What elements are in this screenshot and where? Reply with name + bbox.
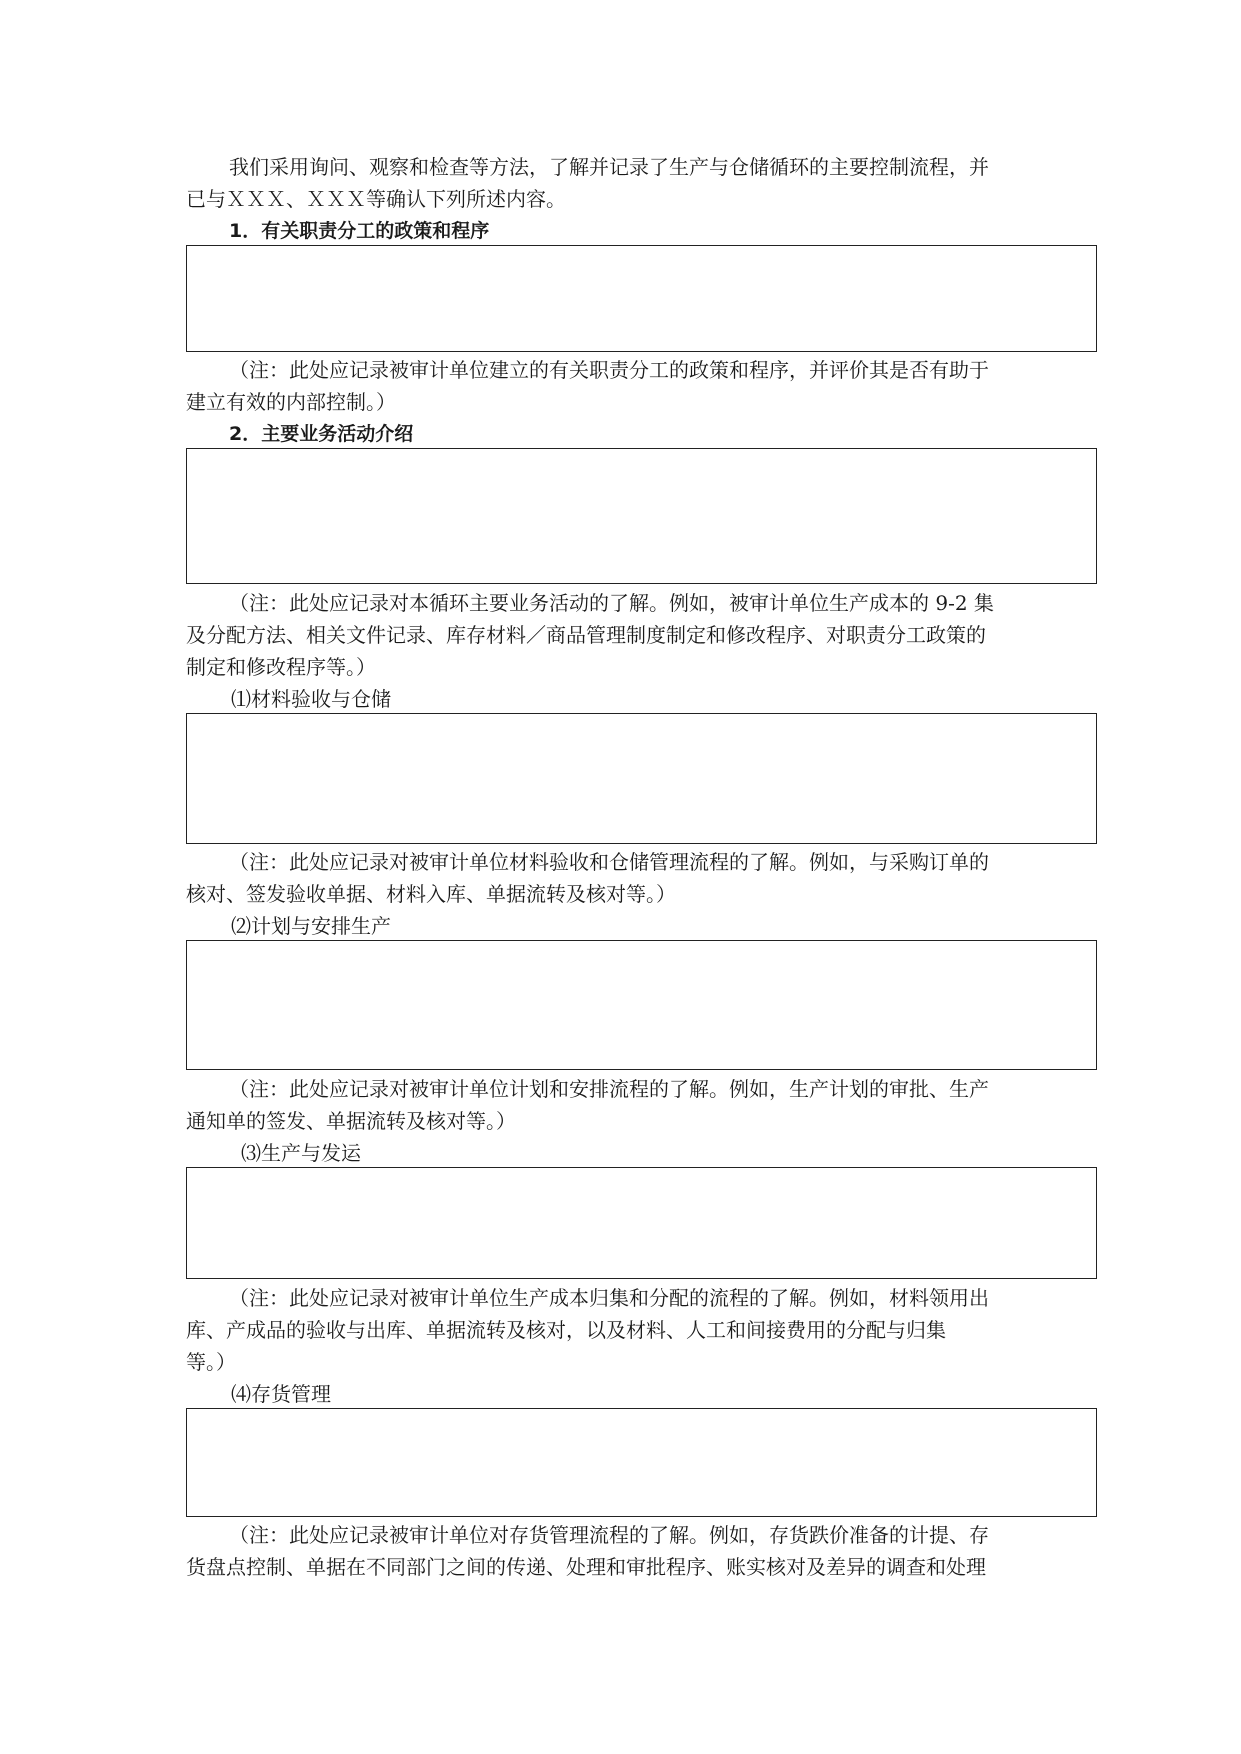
note-6-line-2: 货盘点控制、单据在不同部门之间的传递、处理和审批程序、账实核对及差异的调查和处理 [186,1555,986,1579]
note-2-line-3: 制定和修改程序等。） [186,655,376,679]
subsection-heading-3: ⑶生产与发运 [241,1141,361,1165]
subsection-heading-2: ⑵计划与安排生产 [231,914,391,938]
intro-line-1: 我们采用询问、观察和检查等方法，了解并记录了生产与仓储循环的主要控制流程，并 [229,155,989,179]
response-box-3[interactable] [186,713,1097,844]
note-3-line-2: 核对、签发验收单据、材料入库、单据流转及核对等。） [186,882,676,906]
note-1-line-1: （注：此处应记录被审计单位建立的有关职责分工的政策和程序，并评价其是否有助于 [229,358,989,382]
note-1-line-2: 建立有效的内部控制。） [186,390,396,414]
response-box-1[interactable] [186,245,1097,352]
section-heading-1: 1．有关职责分工的政策和程序 [229,220,490,242]
note-2-line-1: （注：此处应记录对本循环主要业务活动的了解。例如，被审计单位生产成本的 9-2 集 [229,591,994,615]
response-box-2[interactable] [186,448,1097,584]
subsection-heading-1: ⑴材料验收与仓储 [231,687,391,711]
note-4-line-2: 通知单的签发、单据流转及核对等。） [186,1109,516,1133]
response-box-6[interactable] [186,1408,1097,1517]
intro-line-2: 已与ＸＸＸ、ＸＸＸ等确认下列所述内容。 [186,187,566,211]
note-5-line-2: 库、产成品的验收与出库、单据流转及核对，以及材料、人工和间接费用的分配与归集 [186,1318,946,1342]
section-heading-2: 2．主要业务活动介绍 [229,423,414,445]
note-4-line-1: （注：此处应记录对被审计单位计划和安排流程的了解。例如，生产计划的审批、生产 [229,1077,989,1101]
response-box-4[interactable] [186,940,1097,1070]
note-5-line-1: （注：此处应记录对被审计单位生产成本归集和分配的流程的了解。例如，材料领用出 [229,1286,989,1310]
note-2-line-2: 及分配方法、相关文件记录、库存材料／商品管理制度制定和修改程序、对职责分工政策的 [186,623,986,647]
response-box-5[interactable] [186,1167,1097,1279]
subsection-heading-4: ⑷存货管理 [231,1382,331,1406]
note-6-line-1: （注：此处应记录被审计单位对存货管理流程的了解。例如，存货跌价准备的计提、存 [229,1523,989,1547]
note-5-line-3: 等。） [186,1350,236,1374]
note-3-line-1: （注：此处应记录对被审计单位材料验收和仓储管理流程的了解。例如，与采购订单的 [229,850,989,874]
